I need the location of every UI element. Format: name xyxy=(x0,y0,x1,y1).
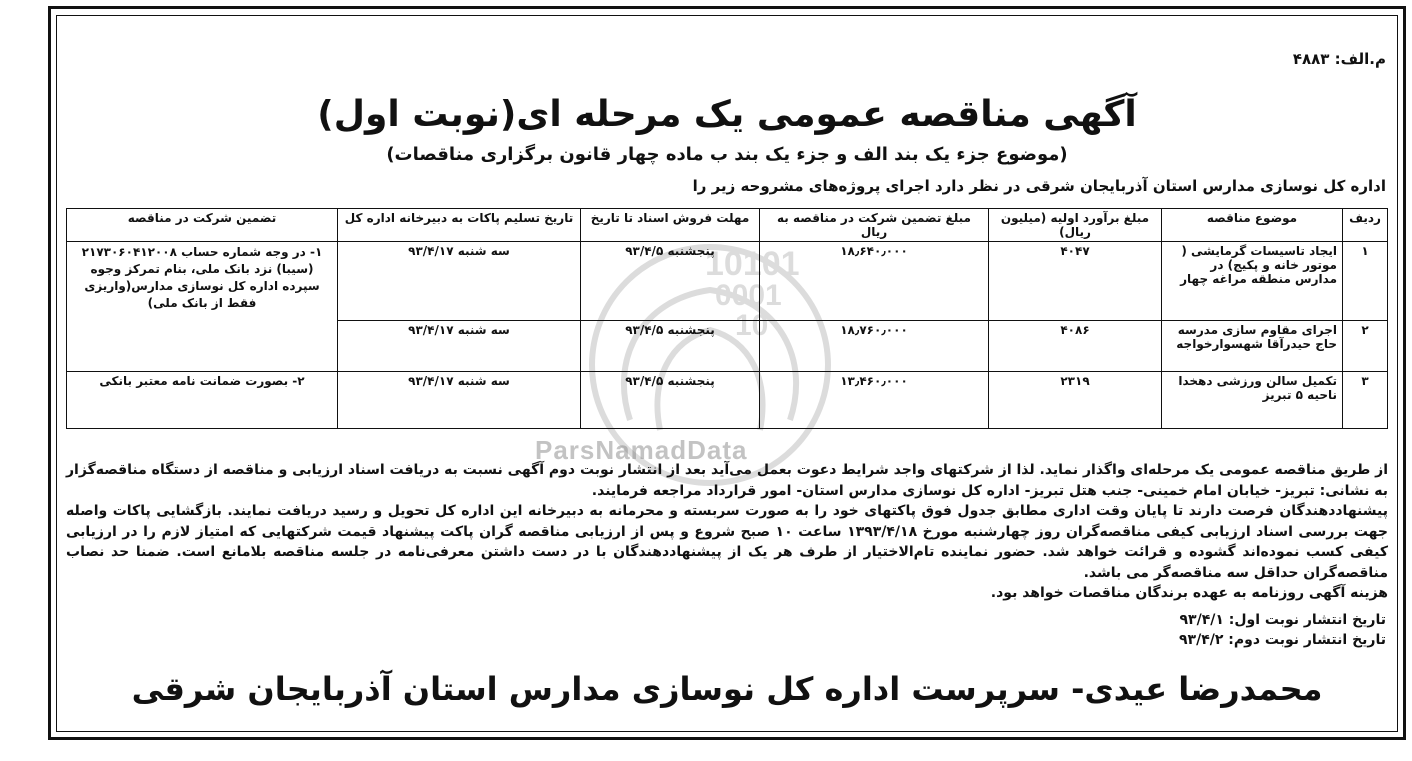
notice xyxy=(62,20,1392,728)
guarantee-note-1: ۱- در وجه شماره حساب ۲۱۷۳۰۶۰۴۱۲۰۰۸ (سیبا) نزد بانک ملی، بنام تمرکز وجوه سپرده اداره کل نوسازی مدارس(واریزی فقط از بانک ملی) xyxy=(67,242,338,372)
notice-subtitle: (موضوع جزء یک بند الف و جزء یک بند ب ماده چهار قانون برگزاری مناقصات) xyxy=(386,144,1068,165)
row-number: ۱ xyxy=(1343,242,1388,321)
table-header-row xyxy=(67,209,1388,242)
row-subject: اجرای مقاوم سازی مدرسه حاج حیدرآقا شهسوارخواجه xyxy=(1162,321,1343,372)
col-delivery-date: تاریخ تسلیم پاکات به دبیرخانه اداره کل xyxy=(338,209,581,242)
col-number: ردیف xyxy=(1343,209,1388,242)
col-sale-deadline: مهلت فروش اسناد تا تاریخ xyxy=(581,209,760,242)
row-number: ۲ xyxy=(1343,321,1388,372)
publication-dates xyxy=(1179,610,1386,650)
row-estimate: ۲۳۱۹ xyxy=(989,372,1162,429)
intro-line: اداره کل نوسازی مدارس استان آذربایجان شرقی در نظر دارد اجرای پروژه‌های مشروحه زیر را xyxy=(692,177,1386,195)
col-guarantee-method: تضمین شرکت در مناقصه xyxy=(67,209,338,242)
col-guarantee-amount: مبلغ تضمین شرکت در مناقصه به ریال xyxy=(760,209,989,242)
table-row xyxy=(67,372,1388,429)
table-row xyxy=(67,242,1388,321)
row-estimate: ۴۰۸۶ xyxy=(989,321,1162,372)
body-paragraph-2: پیشنهاددهندگان فرصت دارند تا پایان وقت اداری مطابق جدول فوق پاکتهای خود را به صورت سربسته و محرمانه به دبیرخانه این اداره کل تحویل و رسید دریافت نمایند. بازگشایی پاکات واصله جهت بررسی اسناد ارزیابی کیفی مناقصه‌گران روز چهارشنبه مورخ ۱۳۹۳/۴/۱۸ ساعت ۱۰ صبح شروع و پس از ارزیابی مناقصه گران پاکت پیشنهاد قیمت شرکتهایی که امتیاز لازم را در ارزیابی کیفی کسب نموده‌اند گشوده و قرائت خواهد شد. حضور نماینده تام‌الاختیار از طرف هر یک از پیشنهاددهندگان با در دست داشتن معرفی‌نامه در جلسه مناقصه بلامانع است. ضمنا حد نصاب مناقصه‌گران حداقل سه مناقصه‌گر می باشد. xyxy=(66,503,1389,581)
row-sale-deadline: پنجشنبه ۹۳/۴/۵ xyxy=(581,321,760,372)
body-paragraph-3: هزینه آگهی روزنامه به عهده برندگان مناقصات خواهد بود. xyxy=(990,585,1388,601)
svg-text:10101: 10101 xyxy=(705,245,800,283)
row-delivery-date: سه شنبه ۹۳/۴/۱۷ xyxy=(338,372,581,429)
col-estimate: مبلغ برآورد اولیه (میلیون ریال) xyxy=(989,209,1162,242)
row-sale-deadline: پنجشنبه ۹۳/۴/۵ xyxy=(581,242,760,321)
row-guarantee: ۱۳٫۴۶۰٫۰۰۰ xyxy=(760,372,989,429)
signature-line: محمدرضا عیدی- سرپرست اداره کل نوسازی مدارس استان آذربایجان شرقی xyxy=(131,670,1323,708)
notice-body xyxy=(66,460,1388,604)
second-publication-date: تاریخ انتشار نوبت دوم: ۹۳/۴/۲ xyxy=(1178,632,1386,648)
col-subject: موضوع مناقصه xyxy=(1162,209,1343,242)
tender-table xyxy=(66,208,1388,429)
row-subject: ایجاد تاسیسات گرمایشی ( موتور خانه و پکیج) در مدارس منطقه مراغه چهار xyxy=(1162,242,1343,321)
row-guarantee: ۱۸٫۶۴۰٫۰۰۰ xyxy=(760,242,989,321)
reference-number: م.الف: ۴۸۸۳ xyxy=(1292,50,1386,68)
row-delivery-date: سه شنبه ۹۳/۴/۱۷ xyxy=(338,242,581,321)
first-publication-date: تاریخ انتشار نوبت اول: ۹۳/۴/۱ xyxy=(1179,612,1386,628)
svg-text:0001: 0001 xyxy=(715,279,782,312)
body-paragraph-1: از طریق مناقصه عمومی یک مرحله‌ای واگذار نماید. لذا از شرکتهای واجد شرایط دعوت بعمل می‌آید بعد از انتشار نوبت دوم آگهی نسبت به دریافت اسناد ارزیابی و مناقصه از دستگاه مناقصه‌گزار به نشانی: تبریز- خیابان امام خمینی- جنب هتل تبریز- اداره کل نوسازی مدارس استان- امور قرارداد مراجعه فرمایند. xyxy=(66,462,1388,499)
guarantee-note-2: ۲- بصورت ضمانت نامه معتبر بانکی xyxy=(67,372,338,429)
svg-text:10: 10 xyxy=(735,309,769,342)
watermark-text: ParsNamadData xyxy=(535,435,748,465)
row-subject: تکمیل سالن ورزشی دهخدا ناحیه ۵ تبریز xyxy=(1162,372,1343,429)
notice-title: آگهی مناقصه عمومی یک مرحله ای(نوبت اول) xyxy=(317,94,1137,135)
row-delivery-date: سه شنبه ۹۳/۴/۱۷ xyxy=(338,321,581,372)
row-estimate: ۴۰۴۷ xyxy=(989,242,1162,321)
row-number: ۳ xyxy=(1343,372,1388,429)
row-sale-deadline: پنجشنبه ۹۳/۴/۵ xyxy=(581,372,760,429)
row-guarantee: ۱۸٫۷۶۰٫۰۰۰ xyxy=(760,321,989,372)
